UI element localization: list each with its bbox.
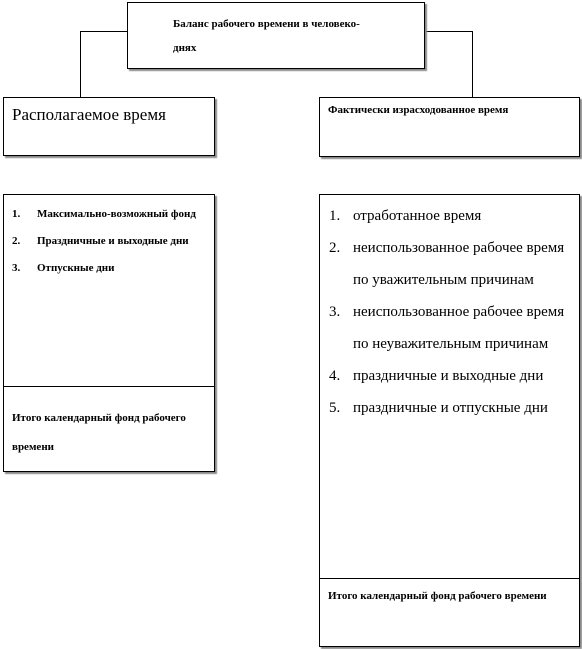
list-item: 3. Отпускные дни: [12, 262, 115, 274]
connector-left-horizontal: [80, 31, 128, 32]
balance-title: Баланс рабочего времени в человеко-днях: [173, 18, 360, 54]
available-time-list-box: [3, 194, 215, 472]
connector-left-vertical: [80, 31, 81, 97]
connector-right-vertical: [472, 31, 473, 97]
right-total-label: Итого календарный фонд рабочего времени: [328, 590, 547, 602]
list-item: 1. Максимально-возможный фонд: [12, 208, 196, 220]
list-item: 2. Праздничные и выходные дни: [12, 235, 189, 247]
available-time-box: [3, 97, 215, 156]
available-time-list: [12, 201, 207, 282]
list-item: 2. неиспользованное рабочее время по уважительным причинам: [329, 240, 565, 288]
list-item: 1. отработанное время: [329, 208, 482, 224]
actual-time-box: [319, 97, 580, 157]
connector-right-horizontal: [424, 31, 473, 32]
actual-time-title: Фактически израсходованное время: [328, 104, 509, 116]
right-total-divider: [320, 578, 579, 579]
list-item: 3. неиспользованное рабочее время по неуважительным причинам: [329, 304, 565, 352]
actual-time-list: [329, 200, 579, 424]
left-total-divider: [4, 386, 214, 387]
actual-time-list-box: [319, 194, 580, 647]
list-item: 5. праздничные и отпускные дни: [329, 400, 548, 416]
balance-title-box: [127, 2, 425, 69]
list-item: 4. праздничные и выходные дни: [329, 368, 544, 384]
available-time-title: Располагаемое время: [12, 105, 166, 124]
left-total-label: Итого календарный фонд рабочего времени: [12, 412, 186, 453]
